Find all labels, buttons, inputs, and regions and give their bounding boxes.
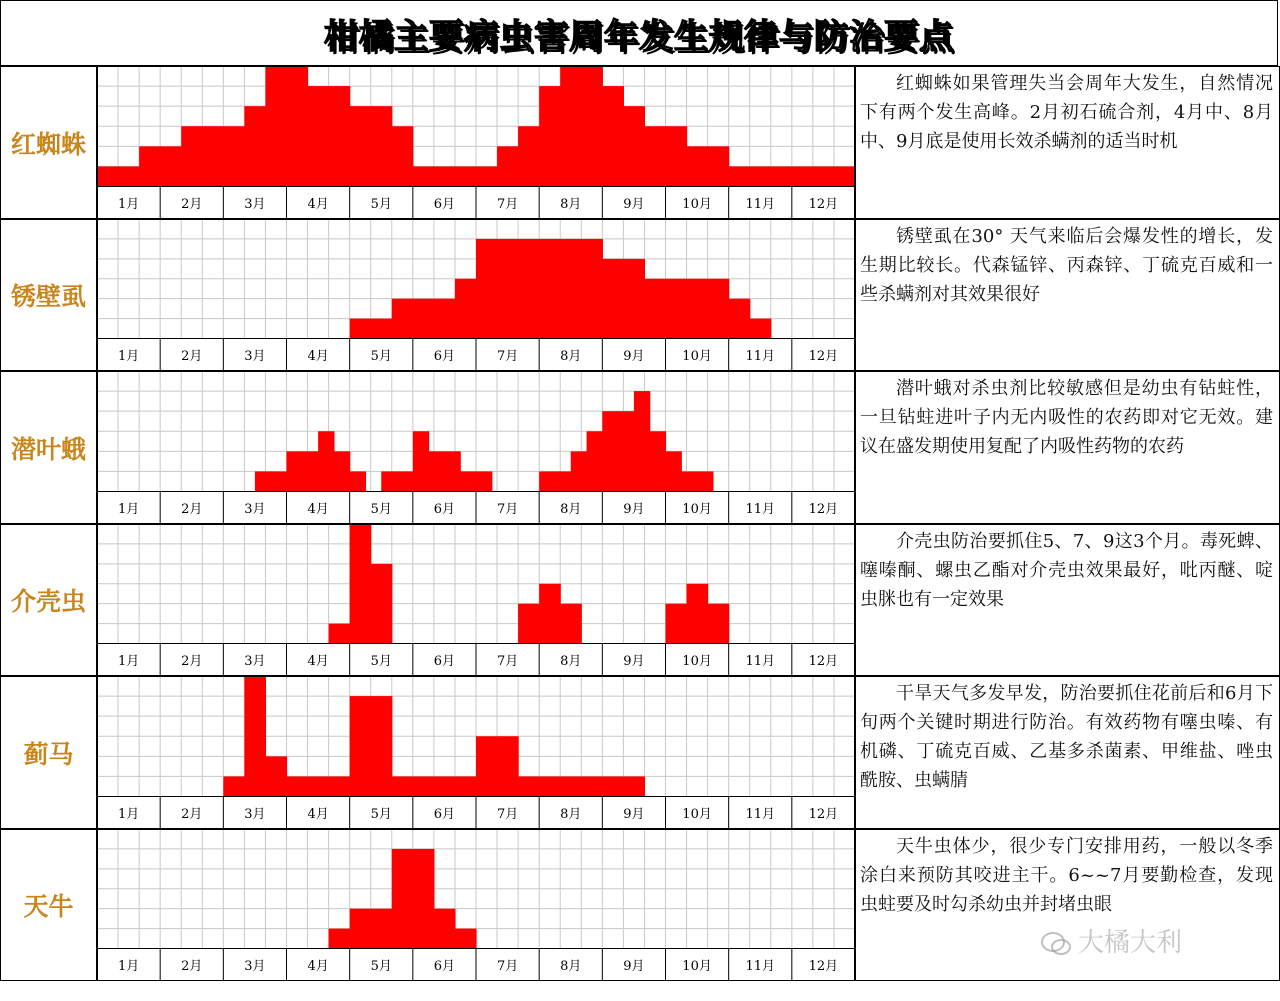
month-label: 7月 xyxy=(496,196,519,212)
month-label: 2月 xyxy=(181,196,203,212)
month-label: 11月 xyxy=(745,958,776,974)
activity-bar xyxy=(455,929,477,949)
activity-bar xyxy=(392,299,414,339)
month-label: 12月 xyxy=(808,653,839,669)
activity-bar xyxy=(518,604,540,644)
activity-bar xyxy=(139,146,161,186)
month-label: 5月 xyxy=(370,501,392,517)
activity-bar xyxy=(623,106,645,186)
activity-bar xyxy=(708,146,730,186)
month-label: 2月 xyxy=(181,348,203,364)
activity-bar xyxy=(555,471,571,491)
month-label: 1月 xyxy=(117,806,140,822)
month-label: 2月 xyxy=(181,501,203,517)
month-label: 11月 xyxy=(745,806,776,822)
activity-bar xyxy=(287,451,303,491)
activity-bar xyxy=(587,431,603,491)
month-label: 2月 xyxy=(181,653,203,669)
activity-bar xyxy=(265,66,287,187)
activity-bar xyxy=(476,166,498,186)
month-label: 12月 xyxy=(808,348,839,364)
month-label: 7月 xyxy=(496,806,519,822)
activity-bar xyxy=(413,776,435,796)
month-label: 8月 xyxy=(560,501,582,517)
activity-bar xyxy=(350,909,372,949)
activity-bar xyxy=(329,86,351,186)
month-label: 6月 xyxy=(433,196,456,212)
month-label: 9月 xyxy=(623,348,645,364)
month-label: 9月 xyxy=(623,653,645,669)
activity-bar xyxy=(455,279,477,339)
activity-bar xyxy=(429,451,445,491)
month-label: 4月 xyxy=(307,501,329,517)
activity-bar xyxy=(497,146,519,186)
month-label: 3月 xyxy=(244,501,266,517)
month-label: 12月 xyxy=(808,501,839,517)
activity-bar xyxy=(697,471,713,491)
month-label: 9月 xyxy=(623,501,645,517)
activity-bar xyxy=(539,471,555,491)
activity-bar xyxy=(623,259,645,339)
activity-bar xyxy=(413,166,435,186)
activity-bar xyxy=(371,909,393,949)
pest-name: 天牛 xyxy=(0,829,97,981)
activity-bar xyxy=(644,126,666,186)
month-label: 6月 xyxy=(433,958,456,974)
activity-bar xyxy=(287,66,309,187)
month-label: 6月 xyxy=(433,806,456,822)
activity-bar xyxy=(302,451,318,491)
pest-row xyxy=(0,524,1280,676)
activity-bar xyxy=(392,849,414,949)
pest-description: 锈壁虱在30° 天气来临后会爆发性的增长，发生期比较长。代森锰锌、丙森锌、丁硫克百威和一些杀螨剂对其效果很好 xyxy=(855,219,1280,371)
activity-bar xyxy=(97,166,119,186)
activity-bar xyxy=(476,471,492,491)
activity-bar xyxy=(813,166,835,186)
activity-bar xyxy=(687,584,709,644)
pest-row xyxy=(0,66,1280,219)
month-label: 5月 xyxy=(370,196,392,212)
pest-description: 介壳虫防治要抓住5、7、9这3个月。毒死蜱、噻嗪酮、螺虫乙酯对介壳虫效果最好，吡丙醚、啶虫脒也有一定效果 xyxy=(855,524,1280,676)
activity-bar xyxy=(434,909,456,949)
activity-bar xyxy=(397,471,413,491)
pest-name: 锈壁虱 xyxy=(0,219,97,371)
activity-bar xyxy=(350,319,372,339)
activity-bar xyxy=(392,776,414,796)
activity-bar xyxy=(518,776,540,796)
pest-name: 红蜘蛛 xyxy=(0,66,97,219)
activity-bar xyxy=(518,239,540,339)
activity-bar xyxy=(181,126,203,186)
month-label: 7月 xyxy=(496,958,519,974)
activity-bar xyxy=(539,776,561,796)
activity-bar xyxy=(560,604,582,644)
activity-bar xyxy=(750,319,772,339)
month-label: 6月 xyxy=(433,348,456,364)
activity-bar xyxy=(434,776,456,796)
activity-bar xyxy=(560,239,582,339)
activity-bar xyxy=(681,471,697,491)
activity-bar xyxy=(571,451,587,491)
activity-bar xyxy=(618,411,634,491)
month-label: 8月 xyxy=(560,958,582,974)
month-label: 5月 xyxy=(370,958,392,974)
month-label: 10月 xyxy=(682,196,712,212)
month-label: 5月 xyxy=(370,348,392,364)
month-label: 1月 xyxy=(117,501,140,517)
activity-bar xyxy=(602,411,618,491)
activity-bar xyxy=(729,166,751,186)
month-label: 6月 xyxy=(433,501,456,517)
activity-bar xyxy=(539,86,561,186)
month-label: 10月 xyxy=(682,806,712,822)
pest-description: 潜叶蛾对杀虫剂比较敏感但是幼虫有钻蛀性，一旦钻蛀进叶子内无内吸性的农药即对它无效。建议在盛发期使用复配了内吸性药物的农药 xyxy=(855,371,1280,524)
month-label: 2月 xyxy=(181,958,203,974)
pest-name: 潜叶蛾 xyxy=(0,371,97,524)
activity-bar xyxy=(350,696,372,796)
activity-bar xyxy=(602,776,624,796)
activity-bar xyxy=(792,166,814,186)
activity-bar xyxy=(666,126,688,186)
activity-bar xyxy=(350,524,372,644)
month-label: 11月 xyxy=(745,653,776,669)
activity-bar xyxy=(497,736,519,796)
activity-bar xyxy=(687,146,709,186)
month-label: 11月 xyxy=(745,501,776,517)
month-label: 1月 xyxy=(117,348,140,364)
month-label: 12月 xyxy=(808,958,839,974)
activity-bar xyxy=(634,391,650,491)
activity-bar xyxy=(318,431,334,491)
activity-bar xyxy=(381,471,397,491)
activity-bar xyxy=(497,239,519,339)
activity-bar xyxy=(708,279,730,339)
activity-bar xyxy=(455,166,477,186)
activity-bar xyxy=(560,66,582,187)
activity-bar xyxy=(413,849,435,949)
activity-bar xyxy=(476,736,498,796)
activity-bar xyxy=(650,431,666,491)
activity-bar xyxy=(666,451,682,491)
month-label: 8月 xyxy=(560,653,582,669)
activity-bar xyxy=(476,239,498,339)
activity-bar xyxy=(581,776,603,796)
month-label: 2月 xyxy=(181,806,203,822)
activity-bar xyxy=(644,279,666,339)
month-label: 4月 xyxy=(307,653,329,669)
pest-name: 介壳虫 xyxy=(0,524,97,676)
watermark-text: 大橘大利 xyxy=(1078,928,1183,958)
pest-description: 天牛虫体少，很少专门安排用药，一般以冬季涂白来预防其咬进主干。6~~7月要勤检查，发现虫蛀要及时勾杀幼虫并封堵虫眼 xyxy=(855,829,1280,981)
month-label: 12月 xyxy=(808,806,839,822)
activity-bar xyxy=(434,299,456,339)
activity-bar xyxy=(308,776,330,796)
activity-bar xyxy=(371,319,393,339)
activity-bar xyxy=(334,451,350,491)
activity-bar xyxy=(687,279,709,339)
month-label: 7月 xyxy=(496,501,519,517)
activity-bar xyxy=(623,776,645,796)
pest-description: 干旱天气多发早发，防治要抓住花前后和6月下旬两个关键时期进行防治。有效药物有噻虫嗪、有机磷、丁硫克百威、乙基多杀菌素、甲维盐、唑虫酰胺、虫螨腈 xyxy=(855,676,1280,829)
month-label: 10月 xyxy=(682,348,712,364)
grid xyxy=(97,524,855,644)
activity-bar xyxy=(371,696,393,796)
pest-chart xyxy=(97,66,855,219)
activity-bar xyxy=(371,106,393,186)
month-label: 11月 xyxy=(745,348,776,364)
pest-chart xyxy=(97,371,855,524)
activity-bar xyxy=(460,471,476,491)
chart-title: 柑橘主要病虫害周年发生规律与防治要点 xyxy=(324,16,954,57)
pest-row xyxy=(0,676,1280,829)
month-label: 8月 xyxy=(560,806,582,822)
month-label: 3月 xyxy=(244,806,266,822)
month-label: 9月 xyxy=(623,196,645,212)
activity-bar xyxy=(118,166,140,186)
activity-bar xyxy=(271,471,287,491)
activity-bar xyxy=(223,776,245,796)
activity-bar xyxy=(539,584,561,644)
pest-description: 红蜘蛛如果管理失当会周年大发生，自然情况下有两个发生高峰。2月初石硫合剂，4月中、8月中、9月底是使用长效杀螨剂的适当时机 xyxy=(855,66,1280,219)
pest-chart xyxy=(97,219,855,371)
activity-bar xyxy=(308,86,330,186)
activity-bar xyxy=(560,776,582,796)
activity-bar xyxy=(581,66,603,187)
activity-bar xyxy=(518,126,540,186)
activity-bar xyxy=(602,259,624,339)
month-label: 4月 xyxy=(307,958,329,974)
activity-bar xyxy=(444,451,460,491)
activity-bar xyxy=(539,239,561,339)
activity-bar xyxy=(244,676,266,797)
month-label: 4月 xyxy=(307,196,329,212)
watermark xyxy=(1040,922,1182,959)
month-label: 6月 xyxy=(433,653,456,669)
activity-bar xyxy=(287,776,309,796)
activity-bar xyxy=(434,166,456,186)
activity-bar xyxy=(392,126,414,186)
month-label: 8月 xyxy=(560,196,582,212)
month-label: 8月 xyxy=(560,348,582,364)
month-label: 9月 xyxy=(623,958,645,974)
activity-bar xyxy=(350,106,372,186)
month-label: 10月 xyxy=(682,958,712,974)
activity-bar xyxy=(455,776,477,796)
activity-bar xyxy=(255,471,271,491)
activity-bar xyxy=(581,239,603,339)
month-label: 1月 xyxy=(117,653,140,669)
activity-bar xyxy=(350,471,366,491)
activity-bar xyxy=(413,299,435,339)
activity-bar xyxy=(708,604,730,644)
pest-row xyxy=(0,219,1280,371)
month-label: 4月 xyxy=(307,348,329,364)
activity-bar xyxy=(834,166,855,186)
activity-bar xyxy=(265,756,287,796)
month-label: 7月 xyxy=(496,653,519,669)
month-label: 1月 xyxy=(117,958,140,974)
pest-chart xyxy=(97,829,855,981)
pest-row xyxy=(0,371,1280,524)
month-label: 10月 xyxy=(682,653,712,669)
pest-chart xyxy=(97,676,855,829)
month-label: 7月 xyxy=(496,348,519,364)
chat-bubble-icon xyxy=(1040,930,1072,958)
month-label: 1月 xyxy=(117,196,140,212)
activity-bar xyxy=(729,299,751,339)
activity-bar xyxy=(223,126,245,186)
month-label: 5月 xyxy=(370,653,392,669)
activity-bar xyxy=(666,279,688,339)
activity-bar xyxy=(160,146,182,186)
activity-bar xyxy=(329,929,351,949)
month-label: 3月 xyxy=(244,348,266,364)
activity-bar xyxy=(413,431,429,491)
activity-bar xyxy=(771,166,793,186)
month-label: 3月 xyxy=(244,958,266,974)
month-label: 4月 xyxy=(307,806,329,822)
month-label: 10月 xyxy=(682,501,712,517)
activity-bar xyxy=(371,564,393,644)
activity-bar xyxy=(329,776,351,796)
activity-bar xyxy=(666,604,688,644)
activity-bar xyxy=(202,126,224,186)
title-bar xyxy=(0,0,1278,66)
month-label: 3月 xyxy=(244,196,266,212)
activity-bar xyxy=(602,86,624,186)
month-label: 12月 xyxy=(808,196,839,212)
activity-bar xyxy=(750,166,772,186)
pest-chart xyxy=(97,524,855,676)
month-label: 9月 xyxy=(623,806,645,822)
activity-bar xyxy=(244,106,266,186)
month-label: 5月 xyxy=(370,806,392,822)
month-label: 11月 xyxy=(745,196,776,212)
month-label: 3月 xyxy=(244,653,266,669)
pest-name: 蓟马 xyxy=(0,676,97,829)
activity-bar xyxy=(329,624,351,644)
